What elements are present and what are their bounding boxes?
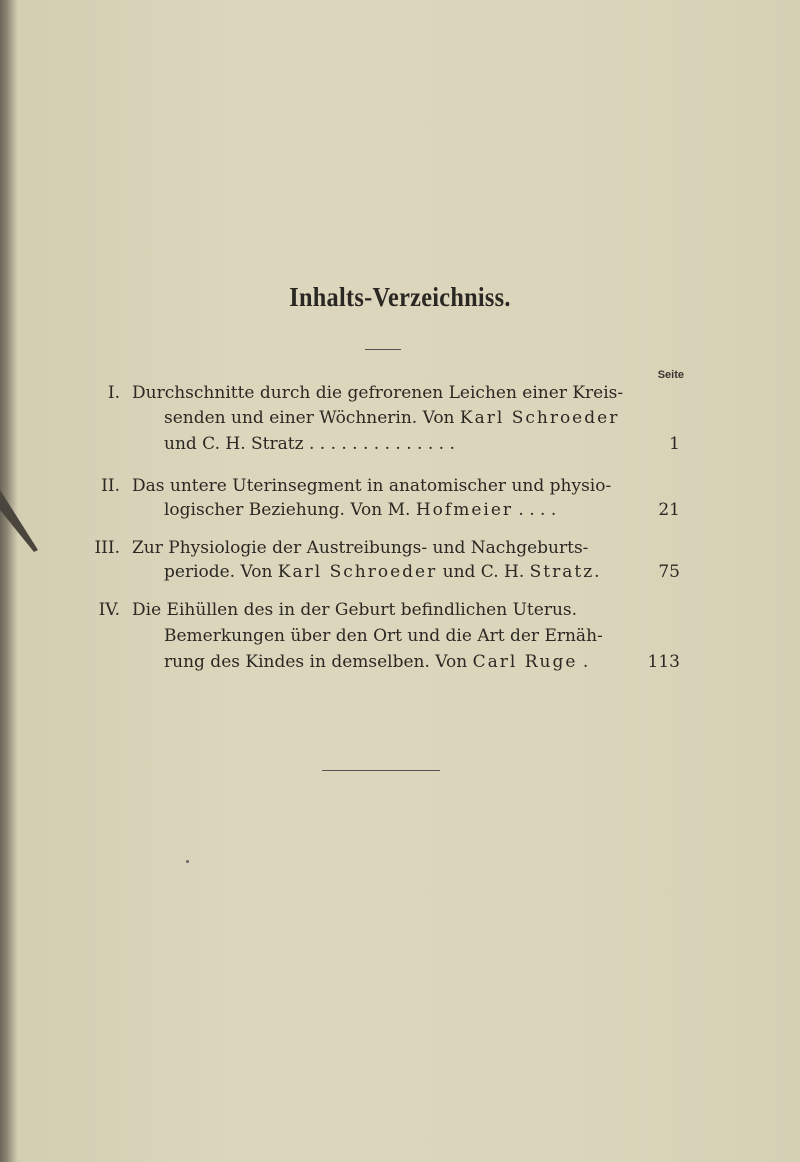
entry-title-line: Bemerkungen über den Ort und die Art der Ernäh- xyxy=(164,626,603,646)
entry-author: Carl Ruge xyxy=(472,652,578,672)
entry-numeral: II. xyxy=(101,476,120,496)
entry-title-line: Die Eihüllen des in der Geburt befindlichen Uterus. xyxy=(132,600,578,620)
entry-page-number: 21 xyxy=(658,500,680,520)
page-column-label: Seite xyxy=(657,369,684,381)
entry-author: Karl Schroeder xyxy=(459,408,620,428)
entry-title-line: Das untere Uterinsegment in anatomischer und physio- xyxy=(132,476,612,496)
entry-page-number: 75 xyxy=(658,562,680,582)
bottom-divider xyxy=(322,770,440,771)
page-title: Inhalts-Verzeichniss. xyxy=(289,282,511,312)
entry-title-line: periode. Von Karl Schroeder und C. H. Stratz. xyxy=(164,562,602,582)
entry-title-line: logischer Beziehung. Von M. Hofmeier . . . . xyxy=(164,500,557,520)
entry-title-line: Durchschnitte durch die gefrorenen Leichen einer Kreis- xyxy=(132,383,624,403)
entry-numeral: III. xyxy=(94,538,120,558)
entry-title-line: senden und einer Wöchnerin. Von Karl Schroeder xyxy=(164,408,620,428)
entry-numeral: IV. xyxy=(98,600,120,620)
entry-title-line: Zur Physiologie der Austreibungs- und Nachgeburts- xyxy=(132,538,589,558)
paper-speck xyxy=(186,860,189,863)
entry-numeral: I. xyxy=(107,383,120,403)
entry-title-line: und C. H. Stratz . . . . . . . . . . . . . . xyxy=(164,434,455,454)
page-edge-tear xyxy=(0,470,40,590)
entry-title-line: rung des Kindes in demselben. Von Carl Ruge . xyxy=(164,652,589,672)
entry-page-number: 113 xyxy=(647,652,680,672)
title-divider xyxy=(365,349,401,350)
entry-author: Karl Schroeder xyxy=(277,562,438,582)
entry-page-number: 1 xyxy=(669,434,680,454)
entry-author: Hofmeier xyxy=(415,500,514,520)
